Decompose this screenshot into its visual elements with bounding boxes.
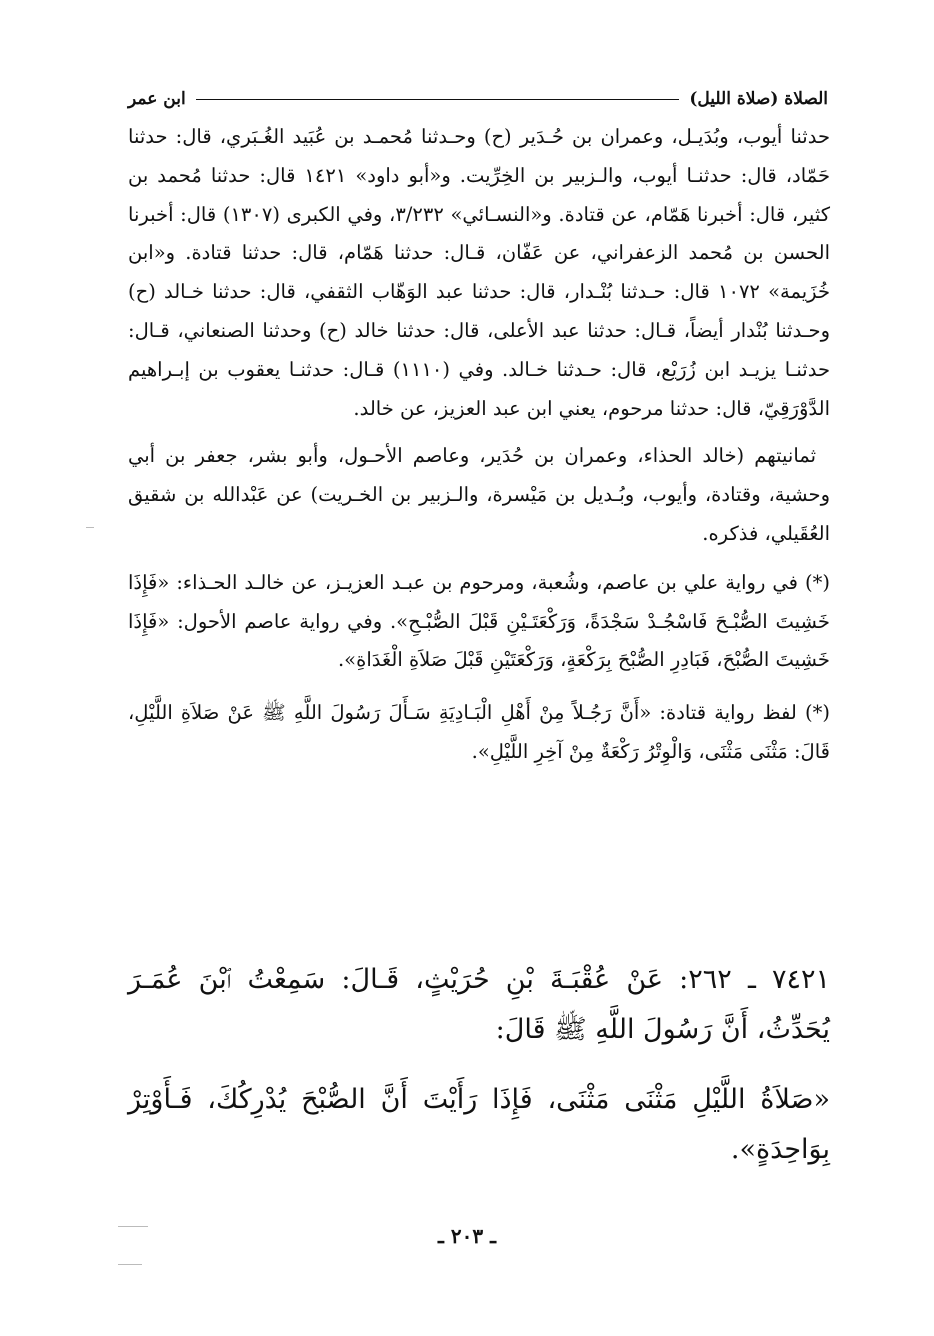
- header-narrator: ابن عمر: [128, 89, 186, 109]
- scan-margin-mark: [118, 1226, 148, 1227]
- hadith-block: [128, 955, 830, 1175]
- header-rule: [196, 99, 680, 100]
- scan-margin-mark: [118, 1264, 142, 1265]
- header-chapter: الصلاة (صلاة الليل): [689, 89, 828, 109]
- hadith-text: «صَلاَةُ اللَّيْلِ مَثْنَى مَثْنَى، فَإِذَا رَأَيْتَ أَنَّ الصُّبْحَ يُدْرِكُكَ، فَـأَوْتِرْ بِوَاحِدَةٍ».: [128, 1084, 830, 1165]
- main-text: [128, 118, 830, 772]
- note-paragraph: (*) في رواية علي بن عاصم، وشُعبة، ومرحوم بن عبـد العزيـز، عن خالـد الحـذاء: «فَإِذَا خَشِيتَ الصُّبْـحَ فَاسْجُـدْ سَجْدَةً، وَرَكْعَتَـيْنِ قَبْلَ الصُّبْـحِ». وفي رواية عاصم الأحول: «فَإِذَا خَشِيتَ الصُّبْحَ، فَبَادِرِ الصُّبْحَ بِرَكْعَةٍ، وَرَكْعَتَيْنِ قَبْلَ صَلاَةِ الْغَدَاةِ».: [128, 570, 830, 672]
- scan-margin-mark: [86, 527, 94, 528]
- note-paragraph: (*) لفظ رواية قتادة: «أَنَّ رَجُـلاً مِنْ أَهْلِ الْبَـادِيَةِ سَـأَلَ رَسُولَ اللَّهِ ﷺ عَنْ صَلاَةِ اللَّيْلِ، قَالَ: مَثْنَى مَثْنَى، وَالْوِتْرُ رَكْعَةٌ مِنْ آخِرِ اللَّيْلِ».: [128, 701, 830, 763]
- summary-paragraph: ثمانيتهم (خالد الحذاء، وعمران بن حُدَير، وعاصم الأحـول، وأبو بشر، جعفر بن أبي وحشية، وقتادة، وأيوب، وبُـديل بن مَيْسرة، والـزبير بن الخـريت) عن عَبْدالله بن شقيق العُقَيلي، فذكره.: [128, 444, 830, 545]
- isnad-paragraph: حدثنا أيوب، وبُدَيـل، وعمران بن حُـدَير (ح) وحـدثنا مُحمـد بن عُبَيد الغُـبَري، قال: حدثنا حَمّاد، قال: حدثنـا أيوب، والـزبير بن الخِرِّيت. و«أبو داود» ١٤٢١ قال: حدثنا مُحمد بن كثير، قال: أخبرنا هَمّام، عن قتادة. و«النسـائي» ٣/٢٣٢، وفي الكبرى (١٣٠٧) قال: أخبرنا الحسن بن مُحمد الزعفراني، عن عَفّان، قـال: حدثنا هَمّام، قال: حدثنا قتادة. و«ابن خُزَيمة» ١٠٧٢ قال: حـدثنا بُنْـدار، قال: حدثنا عبد الوَهّاب الثقفي، قال: حدثنا خـالد (ح) وحـدثنا بُنْدار أيضاً، قـال: حدثنا عبد الأعلى، قال: حدثنا خالد (ح) وحدثنا الصنعاني، قـال: حدثنـا يزيـد ابن زُرَيْع، قال: حـدثنا خـالد. وفي (١١١٠) قـال: حدثنـا يعقوب بن إبـراهيم الدَّوْرَقِيّ، قال: حدثنا مرحوم، يعني ابن عبد العزيز، عن خالد.: [128, 125, 830, 420]
- hadith-heading: ٧٤٢١ ـ ٢٦٢: عَنْ عُقْبَـةَ بْنِ حُرَيْثٍ، قَـالَ: سَمِعْتُ ٱبْنَ عُمَـرَ يُحَدِّثُ، أَنَّ رَسُولَ اللَّهِ ﷺ قَالَ:: [128, 964, 831, 1045]
- running-header: [128, 86, 828, 112]
- page-number: ـ ٢٠٣ ـ: [438, 1224, 496, 1248]
